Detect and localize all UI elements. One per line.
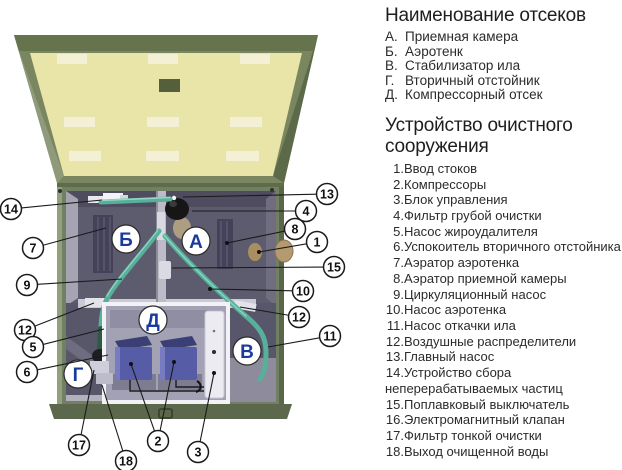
device-item [385, 161, 621, 177]
item-key: 4. [393, 208, 404, 224]
compartment-item [385, 30, 621, 45]
compartments-list [385, 30, 621, 103]
float-switch [159, 261, 171, 279]
callout-number: 12 [18, 323, 32, 338]
lid-top-edge [14, 35, 318, 51]
item-label: Устройство сбора неперерабатываемых частиц [385, 365, 563, 396]
item-key: А. [385, 29, 398, 44]
fine-filter [90, 361, 109, 374]
compartment-letter: А [189, 232, 203, 253]
right-wall [266, 191, 276, 306]
compressor-left [115, 336, 152, 380]
device-item [385, 397, 621, 413]
item-key: 15. [385, 396, 404, 412]
device-item [385, 224, 621, 240]
device-item [385, 287, 621, 303]
item-label: Аэротенк [405, 43, 463, 59]
callout-number: 9 [23, 278, 31, 293]
device-item [385, 365, 621, 396]
callout-dot [225, 241, 229, 245]
item-label: Электромагнитный клапан [404, 412, 565, 428]
main-pump-highlight [169, 201, 177, 207]
item-key: Г. [385, 72, 395, 88]
item-label: Фильтр грубой очистки [404, 208, 542, 224]
device-item [385, 334, 621, 350]
device-item [385, 302, 621, 318]
callout-number: 12 [292, 310, 306, 325]
compartment-letter: Д [146, 311, 160, 332]
tank-top-rim [57, 183, 284, 187]
compartment-item [385, 88, 621, 103]
device-item [385, 192, 621, 208]
callout-number: 6 [23, 365, 31, 380]
item-key: Д. [385, 87, 398, 103]
item-key: 14. [385, 365, 404, 381]
item-label: Приемная камера [405, 29, 519, 44]
aerator-panel-a [217, 219, 233, 269]
device-item [385, 318, 621, 334]
compartment-item [385, 59, 621, 74]
control-unit [205, 311, 224, 398]
compartment-letter: Б [119, 230, 133, 251]
callout-number: 10 [296, 284, 310, 299]
device-item [385, 239, 621, 255]
item-key: 12. [385, 333, 404, 349]
callout-number: 4 [302, 204, 310, 219]
item-label: Фильтр тонкой очистки [404, 427, 542, 443]
pump-top-dot [172, 196, 176, 200]
device-title: Устройство очистного сооружения [385, 114, 573, 157]
device-item [385, 412, 621, 428]
callout-number: 3 [194, 445, 202, 460]
callout-dot [212, 371, 216, 375]
item-label: Компрессорный отсек [405, 87, 543, 103]
item-key: 13. [385, 349, 404, 365]
item-key: 3. [393, 192, 404, 208]
compartment-letter: Г [72, 365, 84, 386]
left-wall [66, 191, 78, 306]
callout-number: 11 [323, 329, 337, 344]
hinge-left [58, 189, 62, 193]
item-label: Воздушные распределители [404, 333, 577, 349]
device-item [385, 444, 621, 460]
item-key: 16. [385, 412, 404, 428]
item-label: Насос аэротенка [404, 302, 507, 318]
control-unit-hole [213, 330, 216, 333]
item-key: 18. [385, 443, 404, 459]
callout-number: 13 [320, 187, 334, 202]
item-label: Ввод стоков [404, 160, 478, 176]
item-key: 7. [393, 255, 404, 271]
device-item [385, 255, 621, 271]
callout-dot [172, 360, 176, 364]
item-key: Б. [385, 43, 398, 59]
grease-pump-drop-pipe [100, 329, 101, 351]
item-label: Вторичный отстойник [405, 72, 540, 88]
item-label: Аэратор аэротенка [404, 255, 520, 271]
item-key: 17. [385, 427, 404, 443]
item-key: 6. [393, 239, 404, 255]
inlet-fitting-outer [275, 240, 293, 262]
hinge-right [270, 188, 274, 192]
item-label: Насос откачки ила [404, 318, 516, 333]
device-list [385, 161, 621, 459]
legend-panel [385, 5, 621, 459]
center-divider-shadow [156, 191, 158, 303]
item-label: Успокоитель вторичного отстойника [404, 239, 621, 255]
device-item [385, 349, 621, 365]
callout-number: 7 [29, 241, 37, 256]
callout-dot [208, 287, 212, 291]
clean-water-outlet [96, 373, 113, 384]
device-item [385, 428, 621, 444]
aerator-panel-b [93, 215, 113, 273]
callout-dot [257, 250, 261, 254]
compartments-title: Наименование отсеков [385, 5, 586, 26]
compartment-item [385, 74, 621, 89]
device-item [385, 271, 621, 287]
callout-number: 18 [119, 454, 133, 469]
item-key: 11. [386, 318, 404, 333]
callout-dot [129, 362, 133, 366]
callout-number: 2 [154, 434, 162, 449]
compressor-right [160, 336, 197, 380]
tank-frame-left-highlight [57, 183, 62, 408]
item-label: Циркуляционный насос [404, 286, 547, 302]
item-key: 9. [393, 286, 404, 302]
control-unit-screw [212, 350, 216, 354]
item-key: 5. [393, 223, 404, 239]
item-key: 1. [393, 160, 404, 176]
tank-frame-right-shade [279, 183, 284, 408]
device-item [385, 177, 621, 193]
item-label: Насос жироудалителя [404, 223, 538, 239]
item-label: Главный насос [404, 349, 495, 365]
callout-number: 14 [4, 202, 18, 217]
item-key: 8. [393, 270, 404, 286]
lid-handle [159, 79, 180, 92]
callout-number: 5 [29, 340, 37, 355]
device-item [385, 208, 621, 224]
compartment-item [385, 45, 621, 60]
item-label: Блок управления [404, 192, 508, 208]
item-label: Выход очищенной воды [404, 443, 549, 459]
tank-lid [14, 35, 318, 183]
item-key: В. [385, 58, 398, 74]
item-label: Стабилизатор ила [405, 58, 521, 74]
callout-number: 8 [291, 222, 299, 237]
item-label: Поплавковый выключатель [404, 396, 570, 412]
callout-number: 15 [327, 260, 341, 275]
callout-number: 17 [72, 438, 86, 453]
item-label: Компрессоры [404, 176, 487, 192]
callout-number: 1 [313, 235, 321, 250]
item-key: 2. [393, 176, 404, 192]
item-key: 10. [385, 302, 404, 318]
item-label: Аэратор приемной камеры [404, 270, 567, 286]
compartment-letter: В [240, 342, 254, 363]
